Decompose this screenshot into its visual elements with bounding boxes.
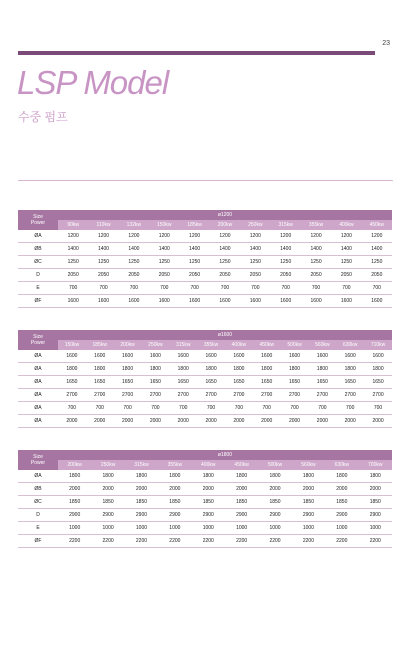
- row-label: ØC: [18, 256, 58, 269]
- power-column-header: 132kw: [119, 220, 149, 230]
- diameter-header: ø1200: [58, 210, 392, 220]
- table-cell: 1800: [91, 470, 124, 483]
- power-column-header: 450kw: [253, 340, 281, 350]
- table-cell: 1200: [149, 230, 179, 243]
- table-cell: 2000: [225, 483, 258, 496]
- table-cell: 1250: [58, 256, 88, 269]
- table-cell: 1800: [169, 363, 197, 376]
- table-cell: 2050: [301, 269, 331, 282]
- table-cell: 1850: [125, 496, 158, 509]
- table-cell: 1650: [281, 376, 309, 389]
- table-cell: 1600: [364, 350, 392, 363]
- table-cell: 2050: [210, 269, 240, 282]
- table-cell: 1000: [325, 522, 358, 535]
- table-cell: 1600: [271, 295, 301, 308]
- table-cell: 1650: [308, 376, 336, 389]
- table-cell: 700: [308, 402, 336, 415]
- table-cell: 1600: [336, 350, 364, 363]
- table-cell: 2000: [364, 415, 392, 428]
- table-cell: 1200: [271, 230, 301, 243]
- table-cell: 1650: [364, 376, 392, 389]
- table-cell: 2900: [258, 509, 291, 522]
- power-column-header: 630kw: [336, 340, 364, 350]
- table-cell: 700: [271, 282, 301, 295]
- table-cell: 1850: [225, 496, 258, 509]
- table-cell: 1800: [125, 470, 158, 483]
- table-cell: 1600: [362, 295, 392, 308]
- table-cell: 700: [281, 402, 309, 415]
- table-cell: 1250: [331, 256, 361, 269]
- table-cell: 1000: [292, 522, 325, 535]
- power-column-header: 185kw: [179, 220, 209, 230]
- table-cell: 2900: [91, 509, 124, 522]
- table-cell: 1600: [86, 350, 114, 363]
- power-column-header: 250kw: [91, 460, 124, 470]
- table-cell: 2900: [292, 509, 325, 522]
- table-row: [18, 269, 392, 282]
- power-column-header: 400kw: [192, 460, 225, 470]
- table-cell: 2050: [179, 269, 209, 282]
- table-cell: 2050: [119, 269, 149, 282]
- table-cell: 1650: [336, 376, 364, 389]
- table-cell: 1250: [240, 256, 270, 269]
- table-row: [18, 470, 392, 483]
- table-cell: 2900: [58, 509, 91, 522]
- table-cell: 700: [336, 402, 364, 415]
- table-cell: 1800: [258, 470, 291, 483]
- power-column-header: 400kw: [225, 340, 253, 350]
- table-cell: 1850: [192, 496, 225, 509]
- table-row: [18, 243, 392, 256]
- table-row: [18, 350, 392, 363]
- row-label: ØA: [18, 230, 58, 243]
- table-cell: 1850: [158, 496, 191, 509]
- power-column-header: 250kw: [240, 220, 270, 230]
- table-cell: 1800: [86, 363, 114, 376]
- table-cell: 2000: [86, 415, 114, 428]
- table-cell: 1850: [292, 496, 325, 509]
- row-label: ØC: [18, 496, 58, 509]
- table-cell: 1600: [58, 295, 88, 308]
- table-cell: 1000: [125, 522, 158, 535]
- row-label: ØA: [18, 350, 58, 363]
- power-column-header: 630kw: [325, 460, 358, 470]
- table-cell: 1800: [325, 470, 358, 483]
- table-row: [18, 522, 392, 535]
- row-label: D: [18, 269, 58, 282]
- table-row: [18, 376, 392, 389]
- table-cell: 2700: [336, 389, 364, 402]
- row-label: ØA: [18, 389, 58, 402]
- table-cell: 2000: [158, 483, 191, 496]
- size-label: Size: [33, 214, 43, 220]
- table-cell: 1600: [301, 295, 331, 308]
- size-power-header: [18, 210, 58, 230]
- table-cell: 700: [240, 282, 270, 295]
- table-cell: 700: [169, 402, 197, 415]
- table-cell: 2700: [114, 389, 142, 402]
- table-cell: 700: [141, 402, 169, 415]
- table-cell: 1800: [58, 470, 91, 483]
- power-column-header: 450kw: [225, 460, 258, 470]
- table-row: [18, 256, 392, 269]
- table-cell: 1250: [210, 256, 240, 269]
- table-cell: 700: [114, 402, 142, 415]
- table-cell: 700: [253, 402, 281, 415]
- row-label: ØA: [18, 415, 58, 428]
- table-cell: 1250: [362, 256, 392, 269]
- table-cell: 2900: [158, 509, 191, 522]
- table-cell: 1850: [325, 496, 358, 509]
- table-cell: 1800: [292, 470, 325, 483]
- table-cell: 1850: [258, 496, 291, 509]
- power-column-header: 90kw: [58, 220, 88, 230]
- table-cell: 1600: [114, 350, 142, 363]
- table-cell: 2700: [253, 389, 281, 402]
- page-subtitle: 수중 펌프: [18, 110, 68, 124]
- table-cell: 1400: [119, 243, 149, 256]
- table-cell: 2700: [225, 389, 253, 402]
- table-cell: 2700: [308, 389, 336, 402]
- power-column-header: 355kw: [158, 460, 191, 470]
- table-cell: 1800: [253, 363, 281, 376]
- table-cell: 2000: [258, 483, 291, 496]
- table-cell: 2050: [240, 269, 270, 282]
- table-cell: 700: [225, 402, 253, 415]
- row-label: ØA: [18, 376, 58, 389]
- table-cell: 1200: [331, 230, 361, 243]
- table-cell: 2200: [158, 535, 191, 548]
- table-cell: 1800: [281, 363, 309, 376]
- power-column-header: 450kw: [362, 220, 392, 230]
- table-cell: 2050: [149, 269, 179, 282]
- table-cell: 2900: [125, 509, 158, 522]
- table-cell: 1600: [141, 350, 169, 363]
- table-cell: 1400: [210, 243, 240, 256]
- table-cell: 1650: [225, 376, 253, 389]
- table-row: [18, 402, 392, 415]
- table-cell: 2200: [325, 535, 358, 548]
- table-cell: 2050: [88, 269, 118, 282]
- table-cell: 700: [210, 282, 240, 295]
- table-cell: 2200: [58, 535, 91, 548]
- table-cell: 1600: [149, 295, 179, 308]
- table-cell: 1200: [58, 230, 88, 243]
- table-cell: 2000: [141, 415, 169, 428]
- power-column-header: 200kw: [58, 460, 91, 470]
- table-cell: 1800: [114, 363, 142, 376]
- table-cell: 2700: [197, 389, 225, 402]
- table-cell: 1800: [192, 470, 225, 483]
- table-cell: 1400: [271, 243, 301, 256]
- row-label: ØA: [18, 402, 58, 415]
- table-cell: 1800: [158, 470, 191, 483]
- table-cell: 1600: [119, 295, 149, 308]
- table-cell: 700: [179, 282, 209, 295]
- table-cell: 2200: [192, 535, 225, 548]
- table-cell: 2000: [336, 415, 364, 428]
- table-cell: 2000: [58, 483, 91, 496]
- table-cell: 2900: [359, 509, 392, 522]
- table-cell: 700: [88, 282, 118, 295]
- power-column-header: 315kw: [169, 340, 197, 350]
- table-cell: 1200: [88, 230, 118, 243]
- table-cell: 1400: [362, 243, 392, 256]
- table-cell: 1650: [141, 376, 169, 389]
- power-label: Power: [30, 340, 46, 346]
- table-cell: 1600: [169, 350, 197, 363]
- top-divider: [18, 51, 375, 55]
- table-cell: 1400: [149, 243, 179, 256]
- table-cell: 1650: [169, 376, 197, 389]
- table-cell: 1250: [301, 256, 331, 269]
- table-cell: 1800: [58, 363, 86, 376]
- power-column-header: 355kw: [197, 340, 225, 350]
- table-cell: 2700: [58, 389, 86, 402]
- table-cell: 1200: [179, 230, 209, 243]
- table-cell: 1250: [119, 256, 149, 269]
- table-cell: 1000: [225, 522, 258, 535]
- table-cell: 2050: [331, 269, 361, 282]
- table-cell: 700: [149, 282, 179, 295]
- size-power-header: [18, 330, 58, 350]
- table-cell: 1400: [331, 243, 361, 256]
- power-column-header: 185kw: [86, 340, 114, 350]
- table-row: [18, 415, 392, 428]
- table-cell: 2200: [258, 535, 291, 548]
- power-column-header: 400kw: [331, 220, 361, 230]
- table-cell: 1600: [225, 350, 253, 363]
- power-column-header: 500kw: [281, 340, 309, 350]
- power-column-header: 200kw: [210, 220, 240, 230]
- table-cell: 1400: [240, 243, 270, 256]
- table-cell: 700: [362, 282, 392, 295]
- table-row: [18, 295, 392, 308]
- table-cell: 1600: [240, 295, 270, 308]
- table-cell: 2000: [253, 415, 281, 428]
- table-row: [18, 496, 392, 509]
- row-label: E: [18, 282, 58, 295]
- table-cell: 2200: [225, 535, 258, 548]
- table-cell: 1800: [225, 363, 253, 376]
- table-cell: 700: [364, 402, 392, 415]
- table-cell: 1600: [210, 295, 240, 308]
- table-cell: 1000: [58, 522, 91, 535]
- table-cell: 1400: [179, 243, 209, 256]
- table-cell: 1000: [192, 522, 225, 535]
- table-row: [18, 509, 392, 522]
- table-cell: 1600: [179, 295, 209, 308]
- power-column-header: 560kw: [308, 340, 336, 350]
- table-cell: 2000: [169, 415, 197, 428]
- table-cell: 1650: [197, 376, 225, 389]
- table-cell: 2000: [325, 483, 358, 496]
- table-cell: 1600: [88, 295, 118, 308]
- spec-table-1200: [18, 210, 392, 308]
- table-cell: 2700: [281, 389, 309, 402]
- table-cell: 1850: [359, 496, 392, 509]
- table-cell: 1250: [88, 256, 118, 269]
- row-label: ØB: [18, 483, 58, 496]
- table-cell: 1200: [240, 230, 270, 243]
- table-cell: 1800: [359, 470, 392, 483]
- table-cell: 700: [331, 282, 361, 295]
- table-cell: 2000: [114, 415, 142, 428]
- diameter-header: ø1600: [58, 330, 392, 340]
- table-cell: 1000: [158, 522, 191, 535]
- page-title: LSP Model: [17, 64, 169, 101]
- table-row: [18, 389, 392, 402]
- table-cell: 1400: [301, 243, 331, 256]
- table-cell: 2700: [364, 389, 392, 402]
- table-cell: 700: [119, 282, 149, 295]
- table-cell: 2000: [91, 483, 124, 496]
- power-column-header: 355kw: [301, 220, 331, 230]
- table-cell: 1250: [149, 256, 179, 269]
- power-column-header: 250kw: [141, 340, 169, 350]
- power-column-header: 710kw: [364, 340, 392, 350]
- diameter-header: ø1800: [58, 450, 392, 460]
- table-cell: 1200: [210, 230, 240, 243]
- table-cell: 2000: [125, 483, 158, 496]
- table-cell: 1800: [197, 363, 225, 376]
- table-cell: 1800: [141, 363, 169, 376]
- table-cell: 1850: [91, 496, 124, 509]
- table-cell: 2200: [359, 535, 392, 548]
- table-cell: 2000: [225, 415, 253, 428]
- table-row: [18, 230, 392, 243]
- table-cell: 2000: [292, 483, 325, 496]
- power-column-header: 200kw: [114, 340, 142, 350]
- section-divider: [18, 180, 393, 181]
- power-column-header: 150kw: [58, 340, 86, 350]
- table-cell: 2050: [362, 269, 392, 282]
- table-cell: 2700: [169, 389, 197, 402]
- power-column-header: 315kw: [271, 220, 301, 230]
- table-cell: 700: [58, 402, 86, 415]
- power-label: Power: [30, 460, 46, 466]
- size-label: Size: [33, 334, 43, 340]
- table-cell: 700: [58, 282, 88, 295]
- table-cell: 1850: [58, 496, 91, 509]
- table-row: [18, 363, 392, 376]
- table-cell: 2200: [125, 535, 158, 548]
- table-row: [18, 282, 392, 295]
- row-label: E: [18, 522, 58, 535]
- table-cell: 2000: [281, 415, 309, 428]
- spec-table-1800: [18, 450, 392, 548]
- table-cell: 2000: [192, 483, 225, 496]
- table-cell: 1600: [281, 350, 309, 363]
- row-label: ØF: [18, 295, 58, 308]
- table-cell: 2000: [197, 415, 225, 428]
- table-cell: 1650: [114, 376, 142, 389]
- table-cell: 1200: [119, 230, 149, 243]
- size-label: Size: [33, 454, 43, 460]
- table-row: [18, 535, 392, 548]
- table-cell: 1000: [359, 522, 392, 535]
- table-cell: 1600: [308, 350, 336, 363]
- row-label: ØA: [18, 470, 58, 483]
- table-cell: 1600: [331, 295, 361, 308]
- table-cell: 1000: [91, 522, 124, 535]
- table-cell: 2900: [225, 509, 258, 522]
- table-cell: 2200: [91, 535, 124, 548]
- table-cell: 2900: [192, 509, 225, 522]
- table-cell: 2900: [325, 509, 358, 522]
- row-label: ØB: [18, 243, 58, 256]
- table-cell: 1800: [308, 363, 336, 376]
- table-cell: 700: [301, 282, 331, 295]
- spec-table-1600: [18, 330, 392, 428]
- table-cell: 2050: [58, 269, 88, 282]
- table-cell: 1650: [58, 376, 86, 389]
- table-cell: 1250: [179, 256, 209, 269]
- table-cell: 2700: [141, 389, 169, 402]
- table-cell: 1250: [271, 256, 301, 269]
- table-row: [18, 483, 392, 496]
- power-column-header: 700kw: [359, 460, 392, 470]
- table-cell: 1800: [364, 363, 392, 376]
- power-column-header: 500kw: [258, 460, 291, 470]
- power-column-header: 150kw: [149, 220, 179, 230]
- table-cell: 2000: [359, 483, 392, 496]
- size-power-header: [18, 450, 58, 470]
- row-label: D: [18, 509, 58, 522]
- table-cell: 1200: [301, 230, 331, 243]
- power-column-header: 315kw: [125, 460, 158, 470]
- table-cell: 2000: [58, 415, 86, 428]
- page-number: 23: [382, 40, 390, 47]
- table-cell: 1600: [253, 350, 281, 363]
- table-cell: 700: [197, 402, 225, 415]
- table-cell: 1400: [88, 243, 118, 256]
- table-cell: 1200: [362, 230, 392, 243]
- table-cell: 1650: [253, 376, 281, 389]
- table-cell: 2200: [292, 535, 325, 548]
- table-cell: 1650: [86, 376, 114, 389]
- table-cell: 1800: [336, 363, 364, 376]
- table-cell: 2700: [86, 389, 114, 402]
- table-cell: 1600: [197, 350, 225, 363]
- power-label: Power: [30, 220, 46, 226]
- table-cell: 1600: [58, 350, 86, 363]
- row-label: ØF: [18, 535, 58, 548]
- power-column-header: 560kw: [292, 460, 325, 470]
- table-cell: 700: [86, 402, 114, 415]
- table-cell: 2000: [308, 415, 336, 428]
- table-cell: 1000: [258, 522, 291, 535]
- power-column-header: 110kw: [88, 220, 118, 230]
- table-cell: 2050: [271, 269, 301, 282]
- table-cell: 1800: [225, 470, 258, 483]
- row-label: ØA: [18, 363, 58, 376]
- table-cell: 1400: [58, 243, 88, 256]
